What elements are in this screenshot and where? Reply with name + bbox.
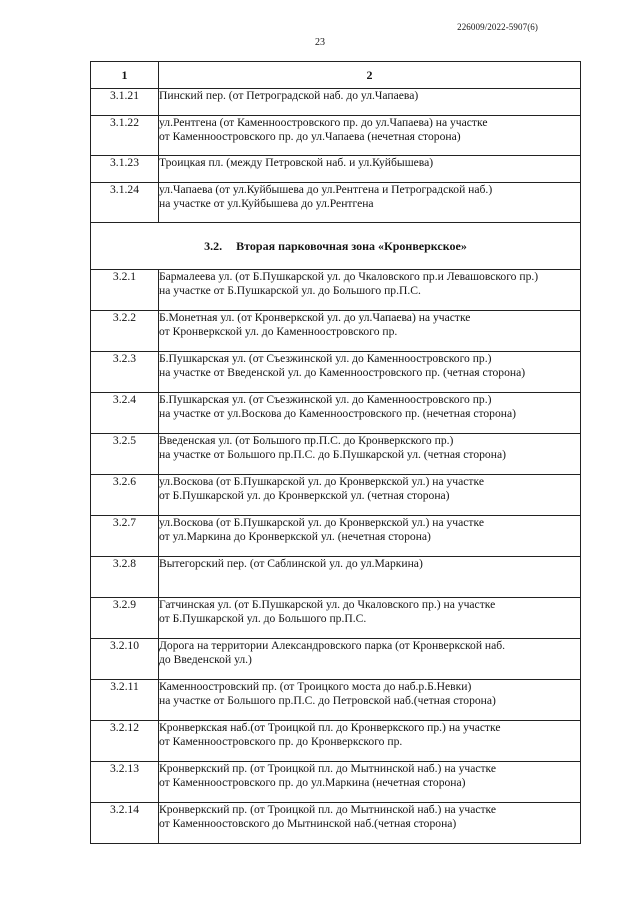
description-line: от ул.Маркина до Кронверкской ул. (нечетная сторона)	[159, 530, 431, 543]
description-line: от Каменноостовского до Мытнинской наб.(четная сторона)	[159, 817, 457, 830]
row-description	[159, 598, 581, 639]
description-line: Введенская ул. (от Большого пр.П.С. до Кронверкского пр.)	[159, 434, 454, 447]
row-number: 3.1.21	[91, 89, 159, 116]
table-row	[91, 803, 581, 844]
column-header-number: 1	[91, 62, 159, 89]
row-number: 3.1.23	[91, 156, 159, 183]
table-row	[91, 89, 581, 116]
description-line: на участке от ул.Куйбышева до ул.Рентгена	[159, 197, 374, 210]
zone-heading-cell	[91, 223, 581, 270]
row-number: 3.2.5	[91, 434, 159, 475]
description-line: Бармалеева ул. (от Б.Пушкарской ул. до Чкаловского пр.и Левашовского пр.)	[159, 270, 539, 283]
row-description	[159, 183, 581, 223]
row-description	[159, 156, 581, 183]
table-row	[91, 352, 581, 393]
description-line: до Введенской ул.)	[159, 653, 252, 666]
row-description	[159, 721, 581, 762]
description-line: на участке от Большого пр.П.С. до Петровской наб.(четная сторона)	[159, 694, 496, 707]
row-description	[159, 393, 581, 434]
description-line: на участке от Б.Пушкарской ул. до Большого пр.П.С.	[159, 284, 421, 297]
row-number: 3.2.12	[91, 721, 159, 762]
row-description	[159, 270, 581, 311]
table-row	[91, 557, 581, 598]
row-number: 3.1.24	[91, 183, 159, 223]
description-line: Кронверкский пр. (от Троицкой пл. до Мытнинской наб.) на участке	[159, 803, 497, 816]
description-line: на участке от Большого пр.П.С. до Б.Пушкарской ул. (четная сторона)	[159, 448, 506, 461]
table-body-section-1	[91, 89, 581, 223]
row-description	[159, 680, 581, 721]
row-number: 3.2.13	[91, 762, 159, 803]
row-number: 3.1.22	[91, 116, 159, 156]
row-description	[159, 762, 581, 803]
table-row	[91, 721, 581, 762]
table-row	[91, 116, 581, 156]
column-header-description: 2	[159, 62, 581, 89]
table-row	[91, 183, 581, 223]
description-line: Кронверкская наб.(от Троицкой пл. до Кронверкского пр.) на участке	[159, 721, 501, 734]
row-description	[159, 516, 581, 557]
row-description	[159, 475, 581, 516]
row-description	[159, 89, 581, 116]
row-number: 3.2.11	[91, 680, 159, 721]
description-line: Вытегорский пер. (от Саблинской ул. до ул.Маркина)	[159, 557, 423, 570]
table-row	[91, 762, 581, 803]
row-description	[159, 352, 581, 393]
row-description	[159, 557, 581, 598]
document-registration-number: 226009/2022-5907(6)	[457, 22, 538, 32]
description-line: ул.Рентгена (от Каменноостровского пр. до ул.Чапаева) на участке	[159, 116, 488, 129]
description-line: от Каменноостровского пр. до ул.Чапаева (нечетная сторона)	[159, 130, 461, 143]
table-row	[91, 639, 581, 680]
description-line: от Каменноостровского пр. до Кронверкского пр.	[159, 735, 403, 748]
row-description	[159, 803, 581, 844]
zone-title: Вторая парковочная зона «Кронверкское»	[236, 239, 467, 253]
description-line: ул.Воскова (от Б.Пушкарской ул. до Кронверкской ул.) на участке	[159, 516, 484, 529]
row-description	[159, 116, 581, 156]
description-line: Гатчинская ул. (от Б.Пушкарской ул. до Чкаловского пр.) на участке	[159, 598, 496, 611]
description-line: Каменноостровский пр. (от Троицкого моста до наб.р.Б.Невки)	[159, 680, 472, 693]
table-row	[91, 393, 581, 434]
row-description	[159, 639, 581, 680]
page-number: 23	[315, 37, 325, 48]
description-line: Троицкая пл. (между Петровской наб. и ул.Куйбышева)	[159, 156, 434, 169]
table-row	[91, 270, 581, 311]
description-line: от Б.Пушкарской ул. до Кронверкской ул. (четная сторона)	[159, 489, 450, 502]
description-line: от Б.Пушкарской ул. до Большого пр.П.С.	[159, 612, 367, 625]
description-line: ул.Чапаева (от ул.Куйбышева до ул.Рентгена и Петроградской наб.)	[159, 183, 493, 196]
row-number: 3.2.14	[91, 803, 159, 844]
row-number: 3.2.4	[91, 393, 159, 434]
description-line: Б.Монетная ул. (от Кронверкской ул. до ул.Чапаева) на участке	[159, 311, 471, 324]
table-row	[91, 434, 581, 475]
table-row	[91, 311, 581, 352]
row-description	[159, 311, 581, 352]
description-line: Б.Пушкарская ул. (от Съезжинской ул. до Каменноостровского пр.)	[159, 352, 492, 365]
table-row	[91, 516, 581, 557]
table-row	[91, 156, 581, 183]
row-number: 3.2.3	[91, 352, 159, 393]
description-line: от Кронверкской ул. до Каменноостровского пр.	[159, 325, 398, 338]
zone-number: 3.2.	[204, 239, 223, 253]
table-row	[91, 598, 581, 639]
row-number: 3.2.8	[91, 557, 159, 598]
description-line: от Каменноостровского пр. до ул.Маркина (нечетная сторона)	[159, 776, 466, 789]
row-number: 3.2.7	[91, 516, 159, 557]
table-body-zone	[91, 223, 581, 270]
description-line: Пинский пер. (от Петроградской наб. до ул.Чапаева)	[159, 89, 419, 102]
zone-heading-row	[91, 223, 581, 270]
row-number: 3.2.6	[91, 475, 159, 516]
description-line: Кронверкский пр. (от Троицкой пл. до Мытнинской наб.) на участке	[159, 762, 497, 775]
row-number: 3.2.1	[91, 270, 159, 311]
row-number: 3.2.2	[91, 311, 159, 352]
table-row	[91, 475, 581, 516]
description-line: на участке от ул.Воскова до Каменноостровского пр. (нечетная сторона)	[159, 407, 516, 420]
table-row	[91, 680, 581, 721]
row-number: 3.2.10	[91, 639, 159, 680]
description-line: на участке от Введенской ул. до Каменноостровского пр. (четная сторона)	[159, 366, 526, 379]
table-body-section-2	[91, 270, 581, 844]
description-line: Дорога на территории Александровского парка (от Кронверкской наб.	[159, 639, 506, 652]
row-description	[159, 434, 581, 475]
parking-zones-table	[90, 61, 581, 844]
description-line: ул.Воскова (от Б.Пушкарской ул. до Кронверкской ул.) на участке	[159, 475, 484, 488]
table-header-row	[91, 62, 581, 89]
row-number: 3.2.9	[91, 598, 159, 639]
description-line: Б.Пушкарская ул. (от Съезжинской ул. до Каменноостровского пр.)	[159, 393, 492, 406]
